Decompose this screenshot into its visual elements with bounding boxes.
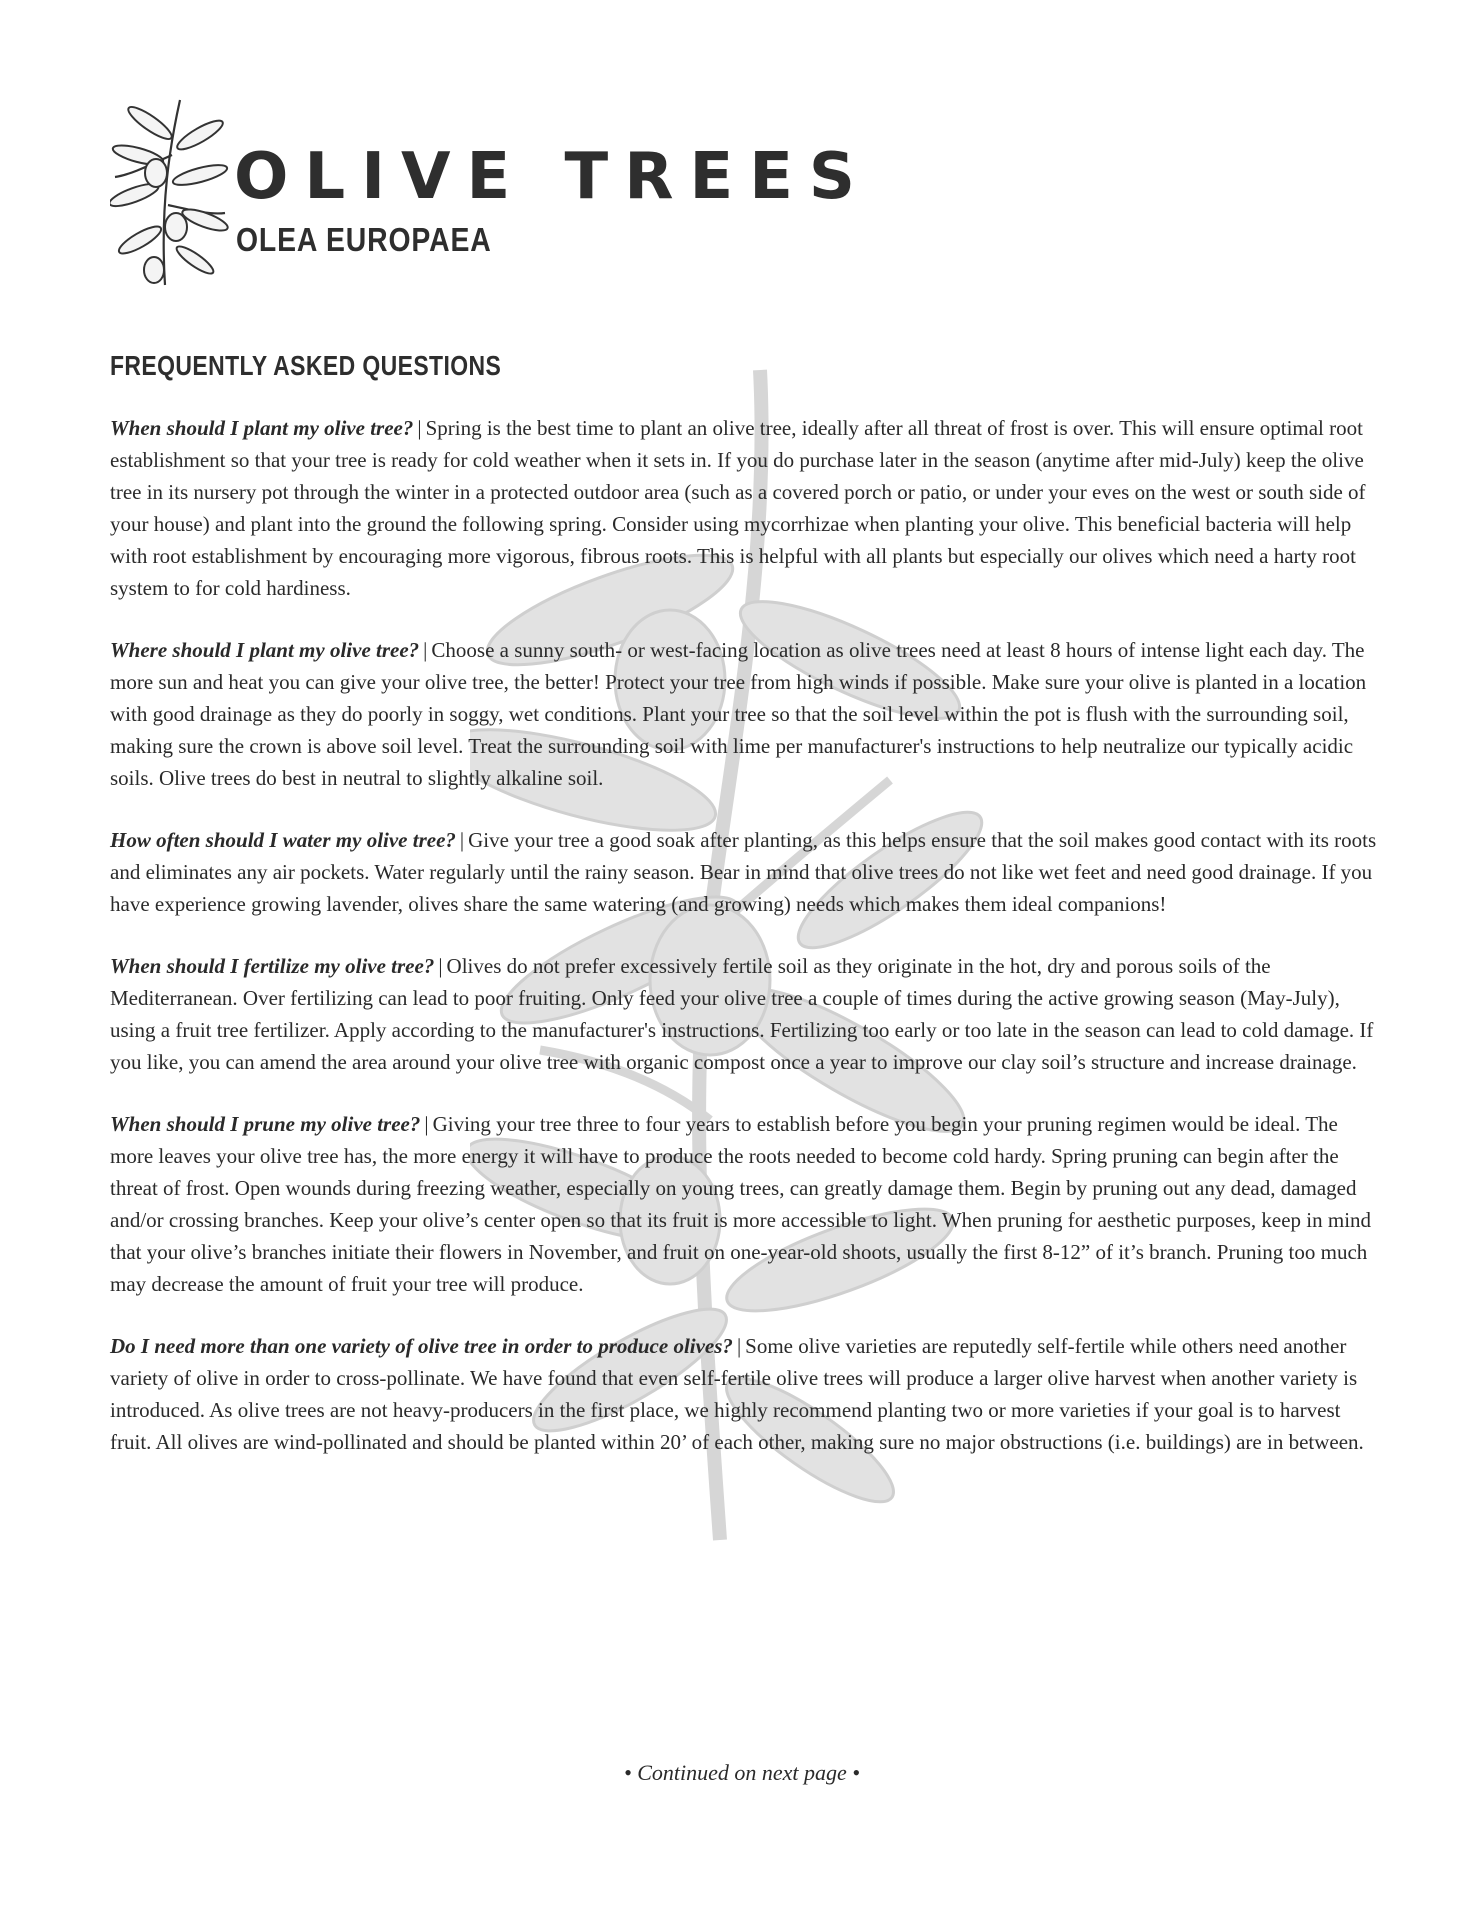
faq-separator: | [423, 638, 428, 662]
faq-item [110, 1108, 1378, 1300]
faq-answer: Give your tree a good soak after planting, as this helps ensure that the soil makes good contact with its roots and eliminates any air pockets. Water regularly until the rainy season. Bear in mind that olive trees do not like wet feet and need good drainage. If you have experience growing lavender, olives share the same watering (and growing) needs which makes them ideal companions! [110, 828, 1377, 916]
faq-separator: | [459, 828, 465, 852]
faq-question: When should I fertilize my olive tree? [110, 954, 435, 978]
faq-item [110, 950, 1378, 1078]
faq-item [110, 824, 1378, 920]
faq-question: When should I plant my olive tree? [110, 416, 414, 440]
faq-separator: | [736, 1334, 742, 1358]
faq-question: Where should I plant my olive tree? [110, 638, 420, 662]
faq-answer: Some olive varieties are reputedly self-fertile while others need another variety of olive in order to cross-pollinate. We have found that even self-fertile olive trees will produce a larger olive harvest when another variety is introduced. As olive trees are not heavy-producers in the first place, we highly recommend planting two or more varieties if your goal is to harvest fruit. All olives are wind-pollinated and should be planted within 20’ of each other, making sure no major obstructions (i.e. buildings) are in between. [110, 1334, 1364, 1454]
page-subtitle: OLEA EUROPAEA [236, 221, 492, 258]
olive-branch-icon [110, 95, 230, 290]
faq-question: How often should I water my olive tree? [110, 828, 456, 852]
faq-answer: Choose a sunny south- or west-facing location as olive trees need at least 8 hours of intense light each day. The more sun and heat you can give your olive tree, the better! Protect your tree from high winds if possible. Make sure your olive is planted in a location with good drainage as they do poorly in soggy, wet conditions. Plant your tree so that the soil level within the pot is flush with the surrounding soil, making sure the crown is above soil level. Treat the surrounding soil with lime per manufacturer's instructions to help neutralize our typically acidic soils. Olive trees do best in neutral to slightly alkaline soil. [110, 638, 1367, 790]
page-title: OLIVE TREES [234, 140, 871, 214]
faq-separator: | [417, 416, 422, 440]
faq-answer: Giving your tree three to four years to establish before you begin your pruning regimen would be ideal. The more leaves your olive tree has, the more energy it will have to produce the roots needed to become cold hardy. Spring pruning can begin after the threat of frost. Open wounds during freezing weather, especially on young trees, can greatly damage them. Begin by pruning out any dead, damaged and/or crossing branches. Keep your olive’s center open so that its fruit is more accessible to light. When pruning for aesthetic purposes, keep in mind that your olive’s branches initiate their flowers in November, and fruit on one-year-old shoots, usually the first 8-12” of it’s branch. Pruning too much may decrease the amount of fruit your tree will produce. [110, 1112, 1372, 1296]
faq-heading: FREQUENTLY ASKED QUESTIONS [110, 350, 502, 381]
faq-item [110, 634, 1378, 794]
continued-note: • Continued on next page • [624, 1760, 860, 1785]
page-header [110, 95, 910, 295]
faq-question: When should I prune my olive tree? [110, 1112, 421, 1136]
faq-question: Do I need more than one variety of olive tree in order to produce olives? [110, 1334, 733, 1358]
faq-separator: | [438, 954, 443, 978]
faq-answer: Olives do not prefer excessively fertile soil as they originate in the hot, dry and porous soils of the Mediterranean. Over fertilizing can lead to poor fruiting. Only feed your olive tree a couple of times during the active growing season (May-July), using a fruit tree fertilizer. Apply according to the manufacturer's instructions. Fertilizing too early or too late in the season can lead to cold damage. If you like, you can amend the area around your olive tree with organic compost once a year to improve our clay soil’s structure and increase drainage. [110, 954, 1374, 1074]
faq-item [110, 1330, 1378, 1458]
faq-answer: Spring is the best time to plant an olive tree, ideally after all threat of frost is over. This will ensure optimal root establishment so that your tree is ready for cold weather when it sets in. If you do purchase later in the season (anytime after mid-July) keep the olive tree in its nursery pot through the winter in a protected outdoor area (such as a covered porch or patio, or under your eves on the west or south side of your house) and plant into the ground the following spring. Consider using mycorrhizae when planting your olive. This beneficial bacteria will help with root establishment by encouraging more vigorous, fibrous roots. This is helpful with all plants but especially our olives which need a harty root system to for cold hardiness. [110, 416, 1366, 600]
faq-separator: | [424, 1112, 429, 1136]
faq-list [110, 412, 1378, 1488]
faq-item [110, 412, 1378, 604]
